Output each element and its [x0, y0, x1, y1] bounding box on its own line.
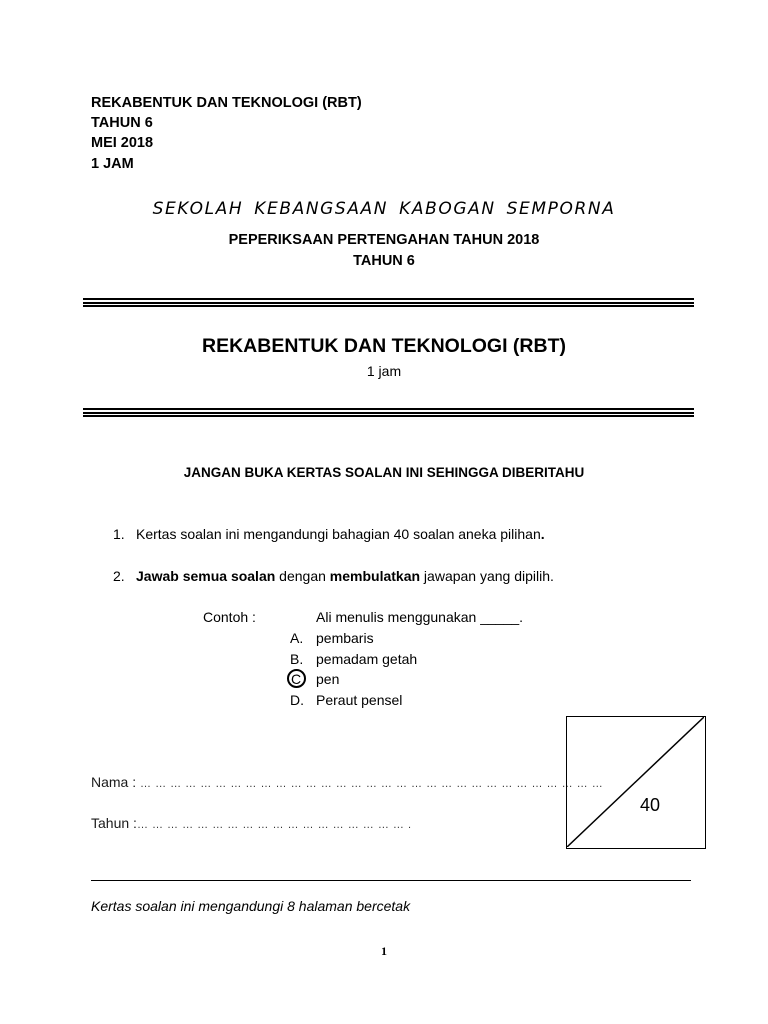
- year-dots: … … … … … … … … … … … … … … … … … … .: [136, 819, 412, 831]
- name-label: Nama :: [91, 774, 141, 790]
- header-year: TAHUN 6: [91, 115, 153, 131]
- instruction-1: [113, 526, 545, 542]
- page-number: 1: [381, 944, 387, 958]
- option-letter-c: C: [291, 671, 302, 687]
- instruction-2: [113, 568, 554, 584]
- option-letter-a: A.: [290, 630, 304, 646]
- option-text-d: Peraut pensel: [316, 692, 403, 708]
- year-label: Tahun :: [91, 815, 137, 831]
- footer-note: Kertas soalan ini mengandungi 8 halaman bercetak: [91, 898, 411, 914]
- score-total: 40: [640, 795, 661, 815]
- school-name: SEKOLAH KEBANGSAAN KABOGAN SEMPORNA: [152, 199, 616, 219]
- bottom-divider: [83, 408, 694, 417]
- instruction-text-2: dengan: [275, 568, 330, 584]
- option-text-b: pemadam getah: [316, 651, 418, 667]
- score-box: [566, 716, 706, 849]
- subject-duration: 1 jam: [366, 363, 402, 379]
- header-duration: 1 JAM: [91, 156, 134, 172]
- footer-rule: [91, 880, 691, 881]
- instruction-bold-2: membulatkan: [329, 568, 421, 584]
- subject-title: REKABENTUK DAN TEKNOLOGI (RBT): [202, 335, 566, 357]
- exam-name: PEPERIKSAAN PERTENGAHAN TAHUN 2018: [228, 232, 540, 248]
- option-text-a: pembaris: [316, 630, 374, 646]
- option-text-c: pen: [316, 671, 340, 687]
- exam-year: TAHUN 6: [353, 253, 415, 269]
- header-month: MEI 2018: [91, 135, 154, 151]
- example-label: Contoh :: [203, 609, 256, 625]
- score-box-diagonal: [567, 717, 704, 847]
- instruction-text: Kertas soalan ini mengandungi bahagian 40 soalan aneka pilihan: [136, 526, 541, 542]
- year-field: [91, 815, 412, 831]
- name-field: [91, 774, 603, 790]
- instruction-bold-1: Jawab semua soalan: [136, 568, 276, 584]
- instruction-text-4: jawapan yang dipilih.: [420, 568, 554, 584]
- top-divider: [83, 298, 694, 307]
- instruction-number: 2.: [113, 568, 125, 584]
- warning-text: JANGAN BUKA KERTAS SOALAN INI SEHINGGA DIBERITAHU: [183, 465, 585, 480]
- option-letter-d: D.: [290, 692, 304, 708]
- example-question: Ali menulis menggunakan _____.: [316, 609, 524, 625]
- option-letter-b: B.: [290, 651, 304, 667]
- name-dots: … … … … … … … … … … … … … … … … … … … … … … … … … … … … … … …: [140, 778, 604, 790]
- header-subject: REKABENTUK DAN TEKNOLOGI (RBT): [91, 95, 362, 111]
- instruction-end: .: [540, 526, 545, 542]
- instruction-number: 1.: [113, 526, 125, 542]
